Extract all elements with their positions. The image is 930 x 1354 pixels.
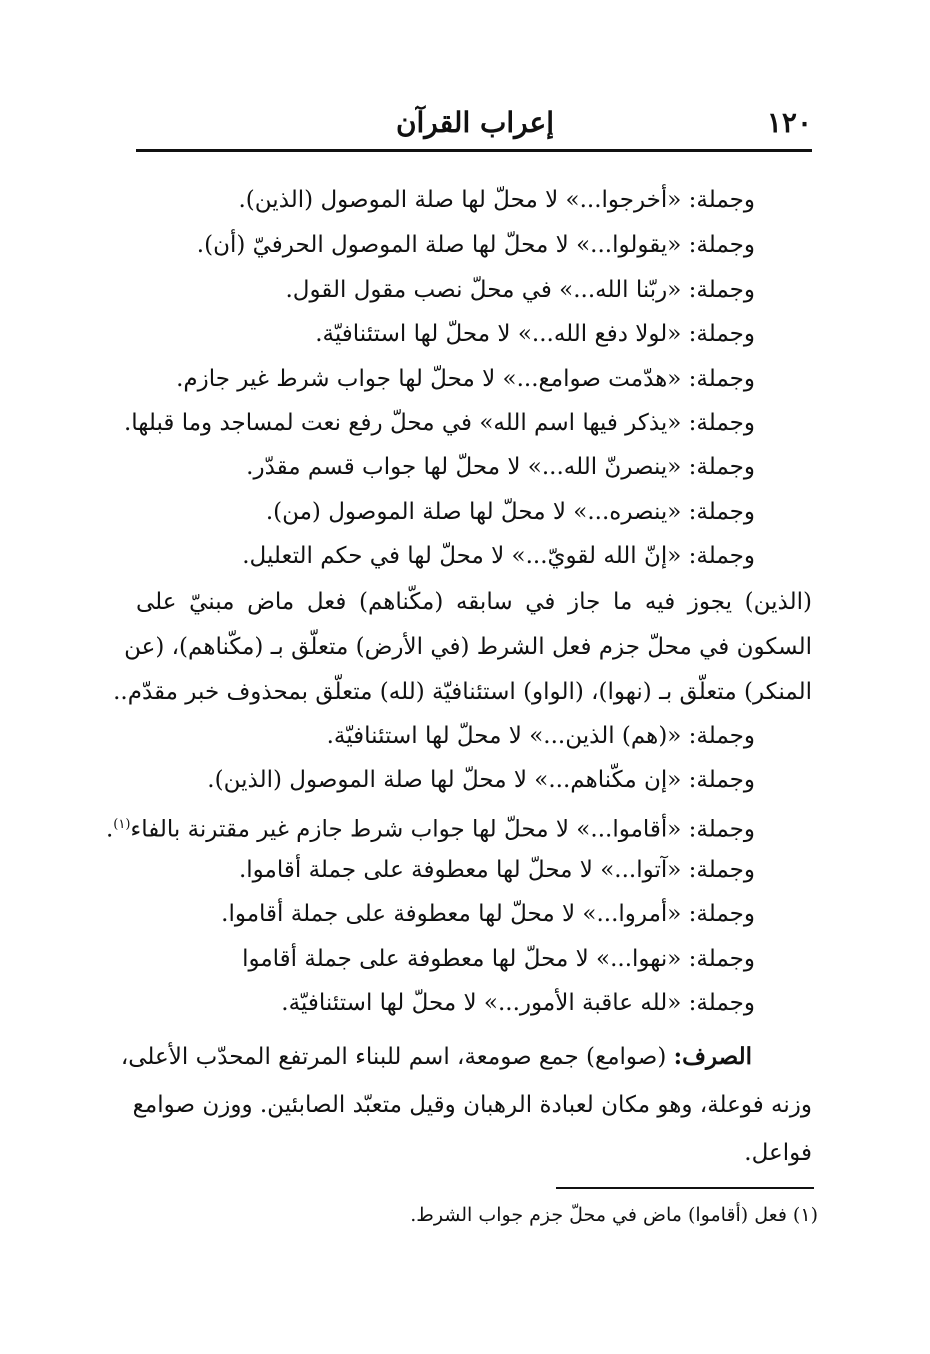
sentence-line: وجملة: «(هم) الذين...» لا محلّ لها استئنافيّة. [326,723,755,749]
footnote-marker: (١) [113,817,131,832]
book-title: إعراب القرآن [395,106,555,139]
header-divider [136,149,812,152]
sentence-line: وجملة: «ينصره...» لا محلّ لها صلة الموصول (من). [265,499,755,525]
page-number: ١٢٠ [766,106,812,139]
paragraph-line: السكون في محلّ جزم فعل الشرط (في الأرض) متعلّق بـ (مكّناهم)، (عن [124,634,812,660]
footnote: (١) فعل (أقاموا) ماض في محلّ جزم جواب الشرط. [410,1204,818,1226]
sentence-line: وجملة: «ربّنا الله...» في محلّ نصب مقول القول. [285,277,755,303]
paragraph-line: (الذين) يجوز فيه ما جاز في سابقه (مكّناهم) فعل ماض مبنيّ على [136,589,812,615]
paragraph-line: المنكر) متعلّق بـ (نهوا)، (الواو) استئنافيّة (لله) متعلّق بمحذوف خبر مقدّم.. [113,679,812,705]
sentence-line: وجملة: «ينصرنّ الله...» لا محلّ لها جواب قسم مقدّر. [246,454,755,480]
sentence-line: وجملة: «أخرجوا...» لا محلّ لها صلة الموصول (الذين). [238,187,755,213]
sentence-line: وجملة: «لولا دفع الله...» لا محلّ لها استئنافيّة. [315,321,755,347]
sarf-text: (صوامع) جمع صومعة، اسم للبناء المرتفع المحدّب الأعلى، [120,1044,667,1070]
sentence-line: وجملة: «أمروا...» لا محلّ لها معطوفة على جملة أقاموا. [221,901,755,927]
sentence-line: وجملة: «لله عاقبة الأمور...» لا محلّ لها استئنافيّة. [281,990,755,1016]
sarf-line-2: وزنه فوعلة، وهو مكان لعبادة الرهبان وقيل متعبّد الصابئين. ووزن صوامع [132,1092,812,1118]
sentence-text: وجملة: «أقاموا...» لا محلّ لها جواب شرط جازم غير مقترنة بالفاء [130,816,755,843]
sentence-line: وجملة: «إنّ الله لقويّ...» لا محلّ لها في حكم التعليل. [242,543,755,569]
footnote-divider [556,1187,814,1189]
sentence-line: وجملة: «آتوا...» لا محلّ لها معطوفة على جملة أقاموا. [238,857,755,883]
page-header [138,100,812,144]
sentence-line: وجملة: «نهوا...» لا محلّ لها معطوفة على جملة أقاموا [242,946,755,972]
sentence-line: وجملة: «يذكر فيها اسم الله» في محلّ رفع نعت لمساجد وما قبلها. [123,410,755,436]
sarf-line-1 [120,1037,752,1077]
sentence-line: وجملة: «يقولوا...» لا محلّ لها صلة الموصول الحرفيّ (أن). [196,232,755,258]
sarf-line-3: فواعل. [744,1140,812,1166]
sarf-label: الصرف: [673,1043,752,1070]
sentence-line: وجملة: «إن مكّناهم...» لا محلّ لها صلة الموصول (الذين). [207,767,755,793]
sentence-line-with-footnote: وجملة: «أقاموا...» لا محلّ لها جواب شرط جازم غير مقترنة بالفاء$^{(١)}$. [105,816,755,843]
sentence-line: وجملة: «هدّمت صوامع...» لا محلّ لها جواب شرط غير جازم. [176,366,755,392]
